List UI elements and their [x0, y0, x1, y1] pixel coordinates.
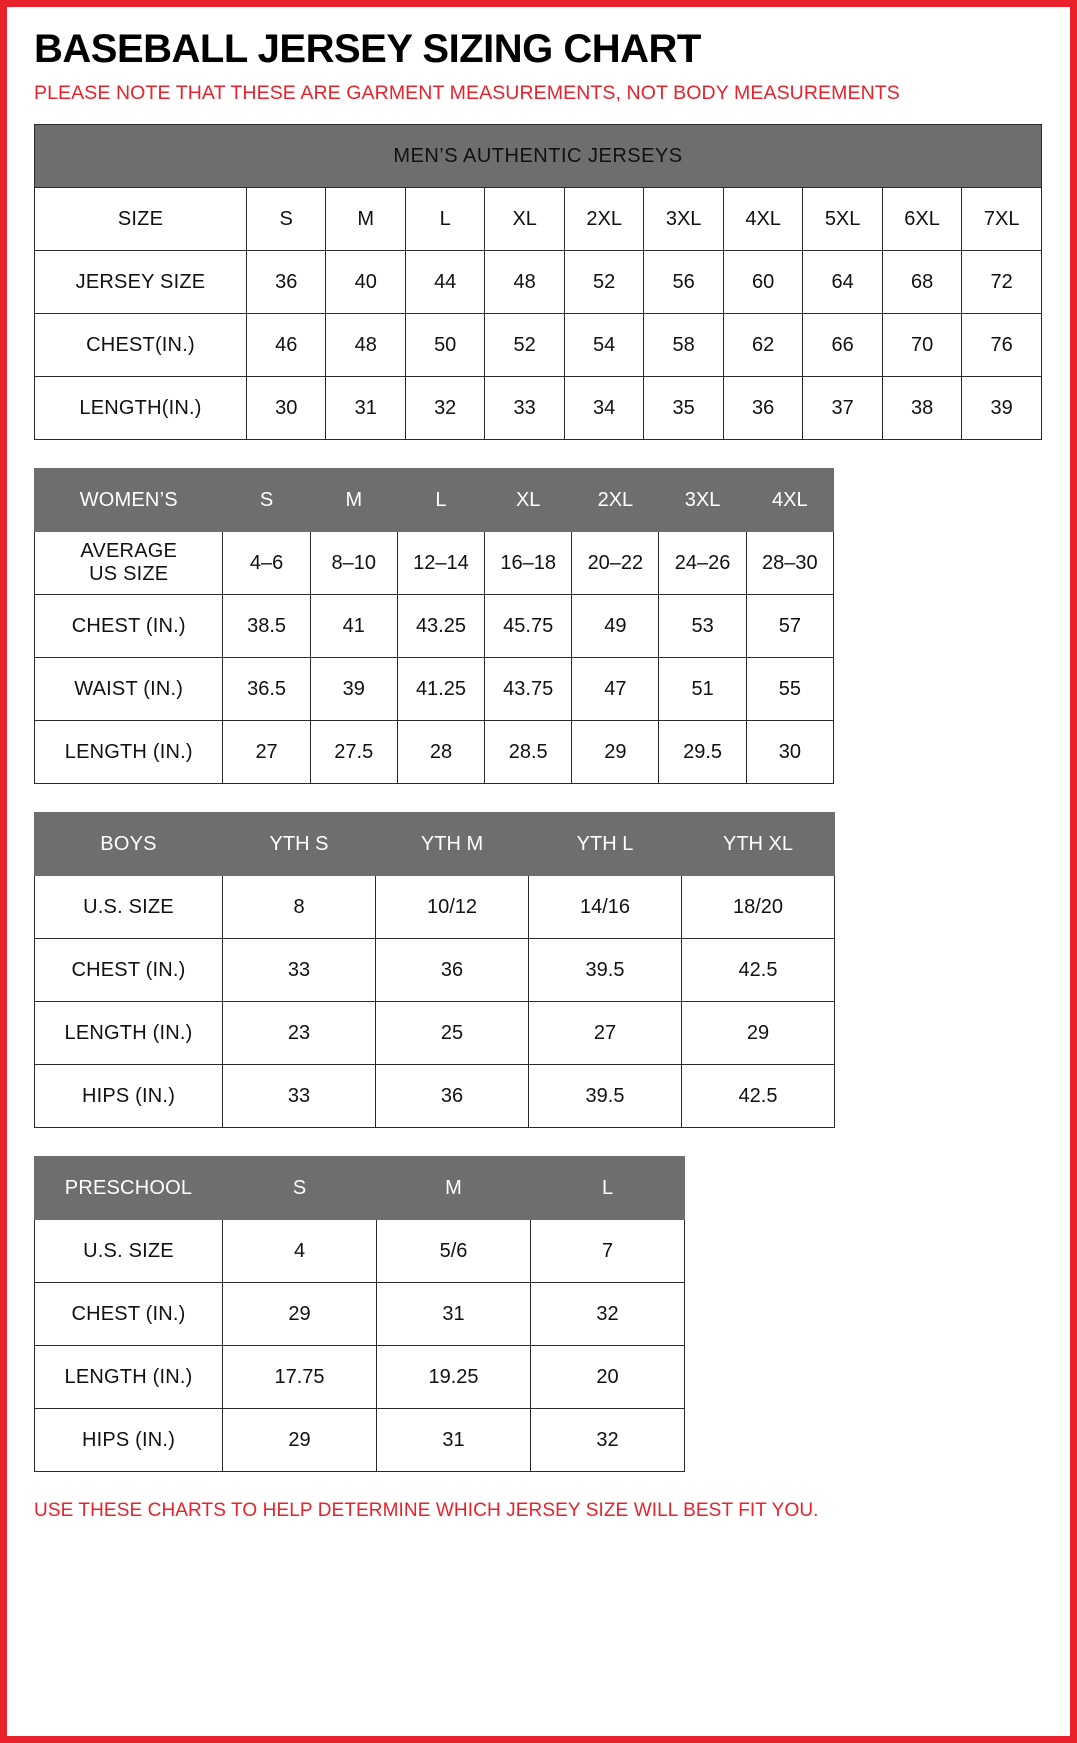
men-size-header-6: 4XL	[723, 188, 802, 251]
table-row	[35, 377, 1042, 440]
men-cell-r2-c7: 37	[803, 377, 882, 440]
men-cell-r0-c9: 72	[962, 251, 1042, 314]
women-row-label-3: LENGTH (IN.)	[35, 721, 223, 784]
preschool-cell-r3-c1: 31	[377, 1409, 531, 1472]
boys-cell-r2-c0: 23	[223, 1002, 376, 1065]
boys-cell-r1-c2: 39.5	[529, 939, 682, 1002]
men-size-header-8: 6XL	[882, 188, 961, 251]
men-size-header-2: L	[405, 188, 484, 251]
men-cell-r1-c5: 58	[644, 314, 723, 377]
table-row	[35, 721, 834, 784]
boys-cell-r0-c1: 10/12	[376, 876, 529, 939]
boys-header-row	[35, 813, 835, 876]
women-cell-r0-c6: 28–30	[746, 532, 833, 595]
men-size-header-0: S	[246, 188, 325, 251]
preschool-row-label-1: CHEST (IN.)	[35, 1283, 223, 1346]
boys-cell-r1-c0: 33	[223, 939, 376, 1002]
women-cell-r3-c6: 30	[746, 721, 833, 784]
boys-header-label: BOYS	[35, 813, 223, 876]
men-cell-r0-c8: 68	[882, 251, 961, 314]
table-row	[35, 314, 1042, 377]
women-size-header-3: XL	[485, 469, 572, 532]
women-cell-r1-c6: 57	[746, 595, 833, 658]
mens-sizing-table	[34, 124, 1042, 440]
boys-cell-r3-c3: 42.5	[682, 1065, 835, 1128]
boys-row-label-1: CHEST (IN.)	[35, 939, 223, 1002]
preschool-size-header-0: S	[223, 1157, 377, 1220]
decorative-border-left	[0, 0, 7, 1743]
preschool-cell-r3-c2: 32	[531, 1409, 685, 1472]
women-cell-r0-c4: 20–22	[572, 532, 659, 595]
men-row-label-0: JERSEY SIZE	[35, 251, 247, 314]
men-cell-r0-c1: 40	[326, 251, 405, 314]
men-cell-r0-c6: 60	[723, 251, 802, 314]
men-cell-r2-c5: 35	[644, 377, 723, 440]
boys-cell-r2-c1: 25	[376, 1002, 529, 1065]
boys-cell-r3-c2: 39.5	[529, 1065, 682, 1128]
boys-size-header-1: YTH M	[376, 813, 529, 876]
preschool-cell-r0-c1: 5/6	[377, 1220, 531, 1283]
preschool-cell-r1-c0: 29	[223, 1283, 377, 1346]
men-table-banner	[35, 125, 1042, 188]
boys-sizing-table	[34, 812, 835, 1128]
boys-cell-r0-c3: 18/20	[682, 876, 835, 939]
men-cell-r1-c1: 48	[326, 314, 405, 377]
garment-measurement-note: PLEASE NOTE THAT THESE ARE GARMENT MEASUREMENTS, NOT BODY MEASUREMENTS	[34, 82, 900, 104]
men-cell-r2-c4: 34	[564, 377, 643, 440]
preschool-row-label-3: HIPS (IN.)	[35, 1409, 223, 1472]
men-cell-r0-c4: 52	[564, 251, 643, 314]
decorative-border-right	[1070, 0, 1077, 1743]
table-row	[35, 595, 834, 658]
men-cell-r0-c7: 64	[803, 251, 882, 314]
preschool-cell-r2-c2: 20	[531, 1346, 685, 1409]
preschool-row-label-0: U.S. SIZE	[35, 1220, 223, 1283]
women-cell-r0-c1: 8–10	[310, 532, 397, 595]
women-size-header-4: 2XL	[572, 469, 659, 532]
preschool-cell-r3-c0: 29	[223, 1409, 377, 1472]
decorative-border-top	[0, 0, 1077, 7]
women-cell-r3-c1: 27.5	[310, 721, 397, 784]
men-header-label: SIZE	[35, 188, 247, 251]
preschool-size-header-2: L	[531, 1157, 685, 1220]
women-cell-r2-c3: 43.75	[485, 658, 572, 721]
table-row	[35, 1409, 685, 1472]
boys-cell-r3-c1: 36	[376, 1065, 529, 1128]
women-row-label-1: CHEST (IN.)	[35, 595, 223, 658]
boys-size-header-3: YTH XL	[682, 813, 835, 876]
boys-row-label-3: HIPS (IN.)	[35, 1065, 223, 1128]
men-cell-r1-c7: 66	[803, 314, 882, 377]
table-row	[35, 1283, 685, 1346]
women-row-label-0: AVERAGE US SIZE	[35, 532, 223, 595]
women-cell-r2-c4: 47	[572, 658, 659, 721]
women-header-label: WOMEN’S	[35, 469, 223, 532]
men-size-header-5: 3XL	[644, 188, 723, 251]
preschool-row-label-2: LENGTH (IN.)	[35, 1346, 223, 1409]
women-cell-r2-c1: 39	[310, 658, 397, 721]
women-cell-r0-c5: 24–26	[659, 532, 746, 595]
boys-cell-r1-c1: 36	[376, 939, 529, 1002]
women-cell-r1-c5: 53	[659, 595, 746, 658]
preschool-cell-r1-c2: 32	[531, 1283, 685, 1346]
men-cell-r0-c3: 48	[485, 251, 564, 314]
men-cell-r2-c0: 30	[246, 377, 325, 440]
women-cell-r2-c6: 55	[746, 658, 833, 721]
men-cell-r1-c6: 62	[723, 314, 802, 377]
boys-row-label-2: LENGTH (IN.)	[35, 1002, 223, 1065]
men-row-label-2: LENGTH(IN.)	[35, 377, 247, 440]
men-size-header-4: 2XL	[564, 188, 643, 251]
table-row	[35, 1346, 685, 1409]
table-row	[35, 658, 834, 721]
women-cell-r3-c0: 27	[223, 721, 310, 784]
women-cell-r2-c2: 41.25	[397, 658, 484, 721]
men-size-header-1: M	[326, 188, 405, 251]
table-row	[35, 939, 835, 1002]
womens-sizing-table	[34, 468, 834, 784]
page-title: BASEBALL JERSEY SIZING CHART	[34, 27, 701, 71]
preschool-cell-r0-c0: 4	[223, 1220, 377, 1283]
boys-row-label-0: U.S. SIZE	[35, 876, 223, 939]
men-cell-r1-c2: 50	[405, 314, 484, 377]
preschool-cell-r0-c2: 7	[531, 1220, 685, 1283]
footer-note: USE THESE CHARTS TO HELP DETERMINE WHICH JERSEY SIZE WILL BEST FIT YOU.	[34, 1500, 819, 1522]
women-cell-r1-c0: 38.5	[223, 595, 310, 658]
women-size-header-5: 3XL	[659, 469, 746, 532]
women-size-header-6: 4XL	[746, 469, 833, 532]
women-cell-r3-c5: 29.5	[659, 721, 746, 784]
boys-cell-r2-c2: 27	[529, 1002, 682, 1065]
women-size-header-1: M	[310, 469, 397, 532]
decorative-border-bottom	[0, 1736, 1077, 1743]
men-cell-r2-c1: 31	[326, 377, 405, 440]
men-cell-r2-c3: 33	[485, 377, 564, 440]
preschool-cell-r2-c0: 17.75	[223, 1346, 377, 1409]
boys-cell-r0-c2: 14/16	[529, 876, 682, 939]
men-banner-label: MEN’S AUTHENTIC JERSEYS	[35, 125, 1042, 188]
women-cell-r2-c0: 36.5	[223, 658, 310, 721]
women-size-header-0: S	[223, 469, 310, 532]
boys-size-header-2: YTH L	[529, 813, 682, 876]
women-cell-r3-c2: 28	[397, 721, 484, 784]
preschool-sizing-table	[34, 1156, 685, 1472]
women-cell-r3-c4: 29	[572, 721, 659, 784]
preschool-cell-r1-c1: 31	[377, 1283, 531, 1346]
women-cell-r1-c2: 43.25	[397, 595, 484, 658]
men-cell-r2-c9: 39	[962, 377, 1042, 440]
women-row-label-2: WAIST (IN.)	[35, 658, 223, 721]
women-cell-r1-c4: 49	[572, 595, 659, 658]
boys-size-header-0: YTH S	[223, 813, 376, 876]
men-header-row	[35, 188, 1042, 251]
women-cell-r1-c1: 41	[310, 595, 397, 658]
men-cell-r1-c3: 52	[485, 314, 564, 377]
men-cell-r1-c8: 70	[882, 314, 961, 377]
men-cell-r2-c8: 38	[882, 377, 961, 440]
preschool-header-label: PRESCHOOL	[35, 1157, 223, 1220]
men-size-header-7: 5XL	[803, 188, 882, 251]
table-row	[35, 1065, 835, 1128]
men-cell-r0-c5: 56	[644, 251, 723, 314]
women-cell-r0-c0: 4–6	[223, 532, 310, 595]
men-size-header-9: 7XL	[962, 188, 1042, 251]
women-size-header-2: L	[397, 469, 484, 532]
men-cell-r1-c0: 46	[246, 314, 325, 377]
men-cell-r0-c2: 44	[405, 251, 484, 314]
table-row	[35, 1002, 835, 1065]
boys-cell-r1-c3: 42.5	[682, 939, 835, 1002]
men-cell-r1-c9: 76	[962, 314, 1042, 377]
boys-cell-r3-c0: 33	[223, 1065, 376, 1128]
table-row	[35, 251, 1042, 314]
table-row	[35, 1220, 685, 1283]
women-cell-r0-c3: 16–18	[485, 532, 572, 595]
preschool-size-header-1: M	[377, 1157, 531, 1220]
preschool-cell-r2-c1: 19.25	[377, 1346, 531, 1409]
women-cell-r0-c2: 12–14	[397, 532, 484, 595]
boys-cell-r0-c0: 8	[223, 876, 376, 939]
preschool-header-row	[35, 1157, 685, 1220]
table-row	[35, 876, 835, 939]
women-header-row	[35, 469, 834, 532]
men-cell-r1-c4: 54	[564, 314, 643, 377]
women-cell-r2-c5: 51	[659, 658, 746, 721]
men-row-label-1: CHEST(IN.)	[35, 314, 247, 377]
men-cell-r0-c0: 36	[246, 251, 325, 314]
table-row	[35, 532, 834, 595]
boys-cell-r2-c3: 29	[682, 1002, 835, 1065]
men-cell-r2-c6: 36	[723, 377, 802, 440]
men-size-header-3: XL	[485, 188, 564, 251]
women-cell-r3-c3: 28.5	[485, 721, 572, 784]
men-cell-r2-c2: 32	[405, 377, 484, 440]
women-cell-r1-c3: 45.75	[485, 595, 572, 658]
